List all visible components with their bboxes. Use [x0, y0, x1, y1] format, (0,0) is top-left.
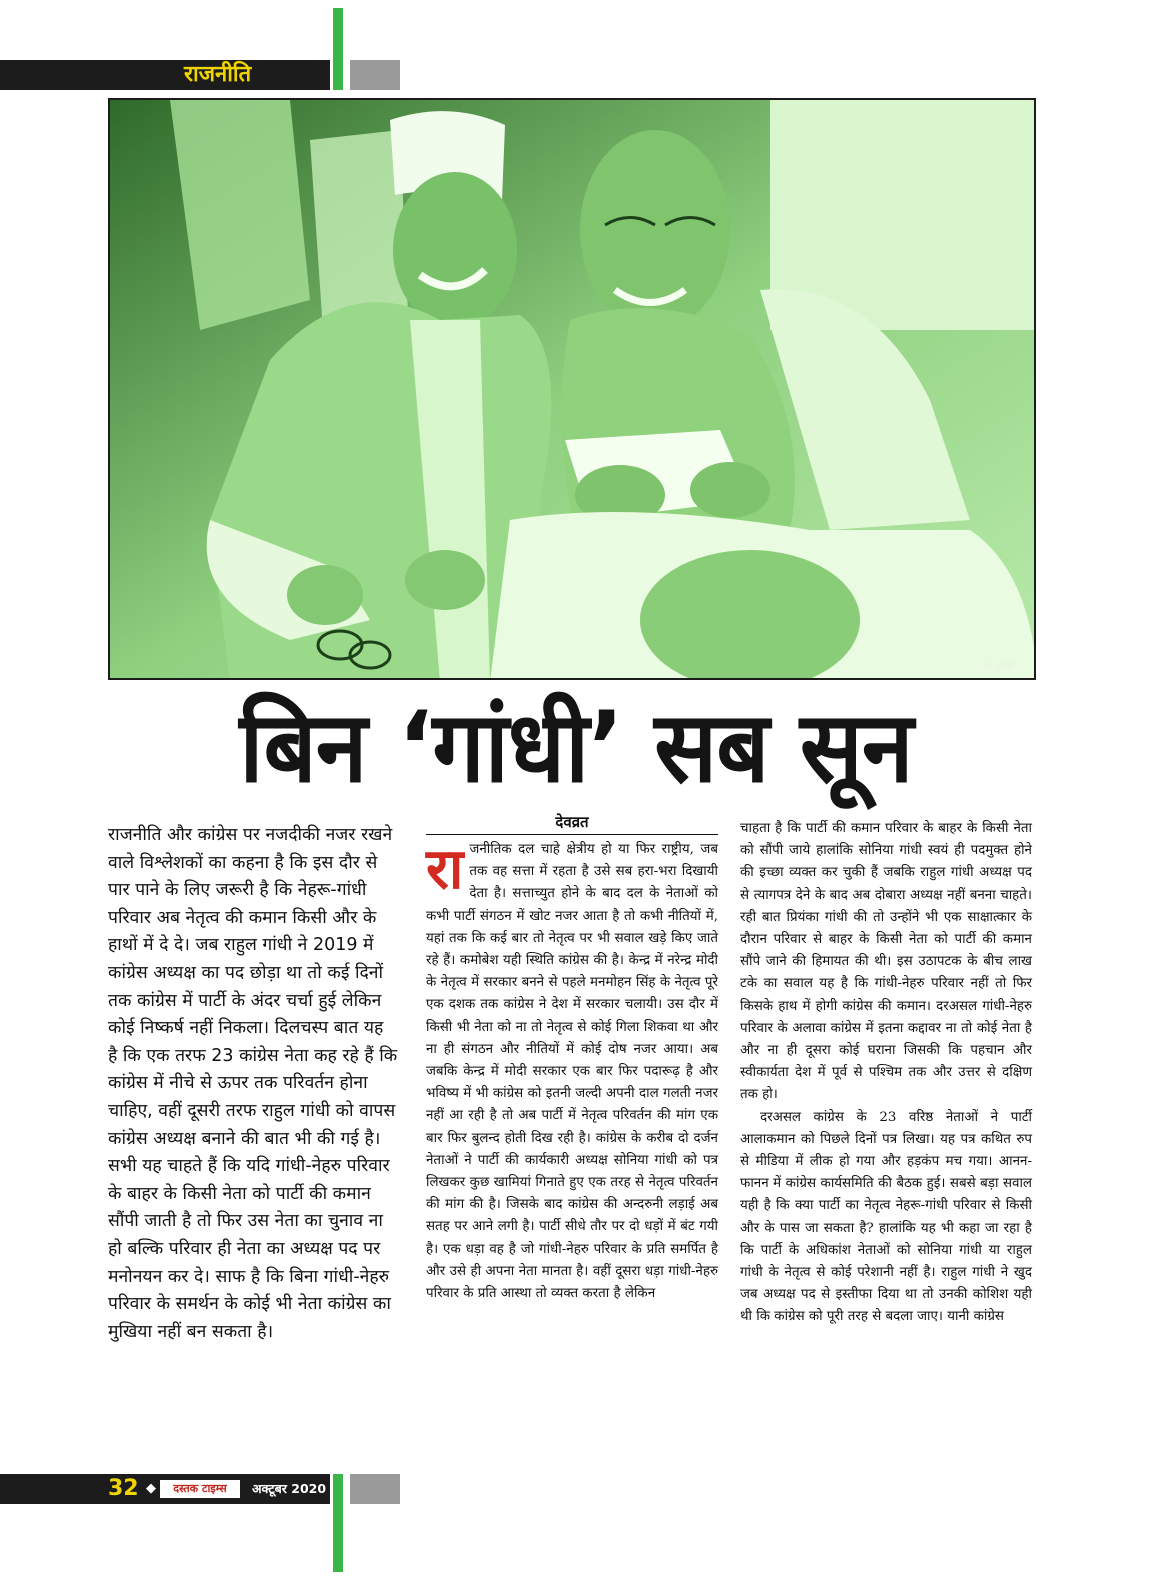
article-column-2	[426, 812, 718, 1305]
diamond-icon: ◆	[146, 1481, 156, 1496]
article-paragraph-2: चाहता है कि पार्टी की कमान परिवार के बाहर के किसी नेता को सौंपी जाये हालांकि सोनिया गांधी स्वयं ही पदमुक्त होने की इच्छा व्यक्त कर चुकी हैं जबकि राहुल गांधी अध्यक्ष पद से त्यागपत्र देने के बाद अब दोबारा अध्यक्ष नहीं बनना चाहते। रही बात प्रियंका गांधी की तो उन्होंने भी एक साक्षात्कार के दौरान परिवार से बाहर के किसी नेता को पार्टी की कमान सौंपे जाने की हिमायत की थी। इस उठापटक के बीच लाख टके का सवाल यह है कि गांधी-नेहरु परिवार नहीं तो फिर किसके हाथ में होगी कांग्रेस की कमान। दरअसल गांधी-नेहरु परिवार के अलावा कांग्रेस में इतना कद्दावर ना तो कोई नेता है और ना ही दूसरा कोई घराना जिसकी कि पहचान और स्वीकार्यता देश में पूर्व से पश्चिम तक और उत्तर से दक्षिण तक हो।	[740, 821, 1032, 1103]
gray-block-top	[350, 60, 400, 90]
footer-bar	[0, 1474, 330, 1504]
intro-paragraph: राजनीति और कांग्रेस पर नजदीकी नजर रखने वाले विश्लेशकों का कहना है कि इस दौर से पार पाने के लिए जरूरी है कि नेहरू-गांधी परिवार अब नेतृत्व की कमान किसी और के हाथों में दे दे। जब राहुल गांधी ने 2019 में कांग्रेस अध्यक्ष का पद छोड़ा था तो कई दिनों तक कांग्रेस में पार्टी के अंदर चर्चा हुई लेकिन कोई निष्कर्ष नहीं निकला। दिलचस्प बात यह है कि एक तरफ 23 कांग्रेस नेता कह रहे हैं कि कांग्रेस में नीचे से ऊपर तक परिवर्तन होना चाहिए, वहीं दूसरी तरफ राहुल गांधी को वापस कांग्रेस अध्यक्ष बनाने की बात भी की गई है। सभी यह चाहते हैं कि यदि गांधी-नेहरु परिवार के बाहर के किसी नेता को पार्टी की कमान सौंपी जाती है तो फिर उस नेता का चुनाव ना हो बल्कि परिवार ही नेता का अध्यक्ष पद पर मनोनयन कर दे। साफ है कि बिना गांधी-नेहरु परिवार के समर्थन के कोई भी नेता कांग्रेस का मुखिया नहीं बन सकता है।	[108, 825, 398, 1342]
accent-bar-bottom	[333, 1474, 343, 1572]
photo-credit: © AP	[982, 660, 1014, 673]
article-headline: बिन ‘गांधी’ सब सून	[239, 691, 913, 805]
intro-column	[108, 822, 398, 1346]
drop-cap: रा	[426, 837, 464, 902]
gray-block-bottom	[350, 1474, 400, 1504]
section-header-bar	[0, 60, 330, 90]
lead-photo	[108, 98, 1036, 680]
issue-date: अक्टूबर 2020	[252, 1481, 327, 1496]
article-paragraph-1	[426, 839, 718, 1305]
article-paragraph-1-text: जनीतिक दल चाहे क्षेत्रीय हो या फिर राष्ट्रीय, जब तक वह सत्ता में रहता है उसे सब हरा-भरा दिखायी देता है। सत्ताच्युत होने के बाद दल के नेताओं को कभी पार्टी संगठन में खोट नजर आता है तो कभी नीतियों में, यहां तक कि कई बार तो नेतृत्व पर भी सवाल खड़े किए जाते रहे हैं। कमोबेश यही स्थिति कांग्रेस की है। केन्द्र में नरेन्द्र मोदी के नेतृत्व में सरकार बनने से पहले मनमोहन सिंह के नेतृत्व पूरे एक दशक तक कांग्रेस ने देश में सरकार चलायी। उस दौर में किसी भी नेता को ना तो नेतृत्व से कोई गिला शिकवा था और ना ही संगठन और नीतियों में कोई दोष नजर आया। अब जबकि केन्द्र में मोदी सरकार एक बार फिर पदारूढ़ है और भविष्य में भी कांग्रेस को इतनी जल्दी अपनी दाल गलती नजर नहीं आ रही है तो अब पार्टी में नेतृत्व परिवर्तन की मांग एक बार फिर बुलन्द होती दिख रही है। कांग्रेस के करीब दो दर्जन नेताओं ने पार्टी की कार्यकारी अध्यक्ष सोनिया गांधी को पत्र लिखकर कुछ खामियां गिनाते हुए एक तरह से नेतृत्व परिवर्तन की मांग की है। जिसके बाद कांग्रेस की अन्दरुनी लड़ाई अब सतह पर आने लगी है। पार्टी सीधे तौर पर दो धड़ों में बंट गयी है। एक धड़ा वह है जो गांधी-नेहरु परिवार के प्रति समर्पित है और उसे ही अपना नेता मानता है। वहीं दूसरा धड़ा गांधी-नेहरु परिवार के प्रति आस्था तो व्यक्त करता है लेकिन	[426, 842, 718, 1302]
article-column-3	[740, 818, 1032, 1329]
article-paragraph-3: दरअसल कांग्रेस के 23 वरिष्ठ नेताओं ने पार्टी आलाकमान को पिछले दिनों पत्र लिखा। यह पत्र कथित रुप से मीडिया में लीक हो गया और हड़कंप मच गया। आनन-फानन में कांग्रेस कार्यसमिति की बैठक हुई। सबसे बड़ा सवाल यही है कि क्या पार्टी का नेतृत्व नेहरू-गांधी परिवार से किसी और के पास जा सकता है? हालांकि यह भी कहा जा रहा है कि पार्टी के अधिकांश नेताओं को सोनिया गांधी या राहुल गांधी के नेतृत्व से कोई परेशानी नहीं है। राहुल गांधी ने खुद जब अध्यक्ष पद से इस्तीफा दिया था तो उनकी कोशिश यही थी कि कांग्रेस को पूरी तरह से बदला जाए। यानी कांग्रेस	[740, 1109, 1033, 1325]
page-number: 32	[108, 1476, 139, 1501]
magazine-logo: दस्तक टाइम्स	[160, 1480, 240, 1498]
photo-illustration	[110, 100, 1036, 680]
accent-bar-top	[333, 8, 343, 90]
byline: देवव्रत	[426, 812, 718, 835]
section-label: राजनीति	[184, 62, 252, 87]
